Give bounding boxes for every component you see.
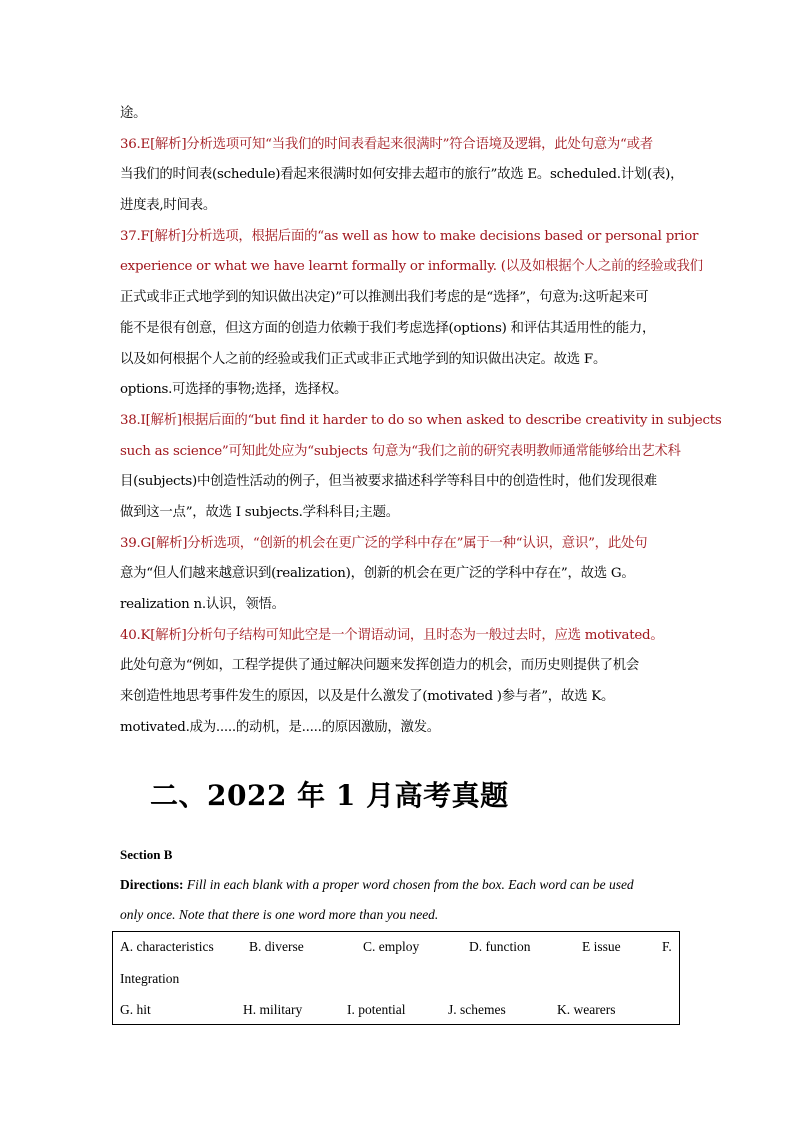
option-f-word: Integration — [120, 971, 180, 986]
text-line: 40.K[解析]分析句子结构可知此空是一个谓语动词，且时态为一般过去时，应选 motivated。 — [120, 627, 664, 643]
text-line: 来创造性地思考事件发生的原因，以及是什么激发了(motivated )参与者”，故选 K。 — [120, 689, 615, 705]
option-g: G. hit — [120, 1002, 151, 1017]
option-e: E issue — [582, 939, 621, 954]
text-line: 以及如何根据个人之前的经验或我们正式或非正式地学到的知识做出决定。故选 F。 — [120, 351, 607, 367]
text-line: 此处句意为“例如，工程学提供了通过解决问题来发挥创造力的机会，而历史则提供了机会 — [120, 658, 640, 674]
option-d: D. function — [469, 939, 531, 954]
section-b — [120, 840, 682, 930]
option-f: F. — [662, 939, 672, 954]
option-j: J. schemes — [448, 1002, 506, 1017]
option-h: H. military — [243, 1002, 303, 1017]
text-line: 当我们的时间表(schedule)看起来很满时如何安排去超市的旅行”故选 E。scheduled.计划(表)， — [120, 167, 684, 183]
directions-line-1 — [120, 870, 682, 900]
option-k: K. wearers — [557, 1002, 616, 1017]
option-c: C. employ — [363, 939, 420, 954]
text-line: 正式或非正式地学到的知识做出决定)”可以推测出我们考虑的是“选择”，句意为:这听起来可 — [120, 290, 649, 306]
directions-text: Fill in each blank with a proper word chosen from the box. Each word can be used — [186, 877, 634, 892]
option-i: I. potential — [347, 1002, 406, 1017]
text-line: realization n.认识，领悟。 — [120, 597, 285, 612]
answer-explanations — [120, 99, 722, 743]
text-line: 39.G[解析]分析选项，“创新的机会在更广泛的学科中存在”属于一种“认识，意识”，此处句 — [120, 535, 648, 551]
text-line: such as science”可知此处应为“subjects 句意为“我们之前的研究表明教师通常能够给出艺术科 — [120, 443, 681, 459]
text-line: 意为“但人们越来越意识到(realization)，创新的机会在更广泛的学科中存在”，故选 G。 — [120, 566, 635, 582]
text-line: 能不是很有创意，但这方面的创造力依赖于我们考虑选择(options) 和评估其适用性的能力， — [120, 320, 656, 336]
text-line: 做到这一点”，故选 I subjects.学科科目;主题。 — [120, 504, 399, 520]
text-line: experience or what we have learnt formally or informally. (以及如根据个人之前的经验或我们 — [120, 259, 703, 275]
section-title: Section B — [120, 847, 173, 862]
text-line: 途。 — [120, 106, 147, 121]
text-line: 目(subjects)中创造性活动的例子，但当被要求描述科学等科目中的创造性时，他们发现很难 — [120, 474, 657, 490]
directions-text: only once. Note that there is one word more than you need. — [120, 907, 439, 922]
option-b: B. diverse — [249, 939, 304, 954]
text-line: motivated.成为.....的动机，是.....的原因激励，激发。 — [120, 719, 440, 735]
directions-line-2 — [120, 900, 682, 930]
text-line: 37.F[解析]分析选项，根据后面的“as well as how to make decisions based or personal prior — [120, 228, 699, 244]
text-line: options.可选择的事物;选择，选择权。 — [120, 382, 348, 398]
section-heading: 二、2022 年 1 月高考真题 — [150, 779, 509, 812]
text-line: 36.E[解析]分析选项可知“当我们的时间表看起来很满时”符合语境及逻辑，此处句意为“或者 — [120, 136, 653, 152]
directions-label: Directions: — [120, 877, 184, 892]
word-box — [112, 931, 680, 1025]
text-line: 38.I[解析]根据后面的“but find it harder to do so when asked to describe creativity in subjects — [120, 412, 722, 428]
text-line: 进度表,时间表。 — [120, 198, 216, 214]
option-a: A. characteristics — [120, 939, 214, 954]
